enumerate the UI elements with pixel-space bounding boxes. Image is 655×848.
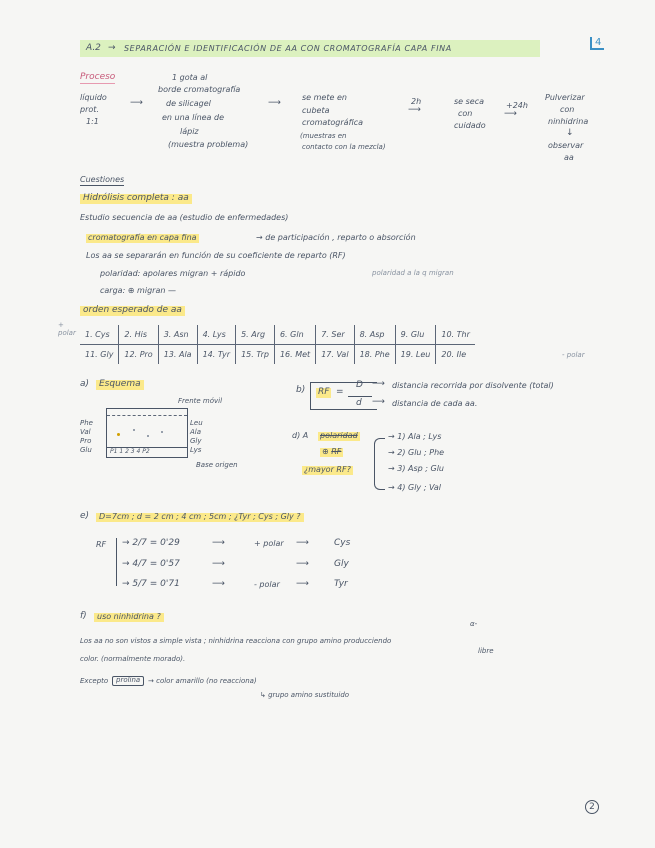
- arrow-icon: ⟶: [408, 105, 421, 115]
- page-title: SEPARACIÓN E IDENTIFICACIÓN DE AA CON CROMATOGRAFÍA CAPA FINA: [124, 44, 452, 53]
- right-label: Lys: [190, 446, 202, 454]
- f-line2: color. (normalmente morado).: [80, 655, 186, 663]
- step3-line1: se mete en: [302, 93, 347, 102]
- arrow-icon: ⟶: [212, 579, 225, 589]
- step3-line4: (muestras en: [300, 132, 347, 140]
- step2-line1: 1 gota al: [172, 73, 208, 82]
- base-label: Base origen: [196, 461, 238, 469]
- step5-line2: con: [560, 105, 575, 114]
- arrow-icon: ⟶: [296, 559, 309, 569]
- arrow-icon: →: [108, 43, 116, 53]
- e-polar-1: + polar: [254, 539, 284, 548]
- e-frac-text: 5/7 = 0'71: [132, 579, 180, 589]
- table-cell: 3. Asn: [158, 325, 197, 345]
- corner-mark: 4: [590, 37, 604, 50]
- e-label: e): [80, 511, 90, 521]
- polaridad-line: polaridad: apolares migran + rápido: [100, 269, 246, 278]
- spot: [161, 431, 163, 433]
- e-aa-2: Gly: [334, 559, 349, 569]
- arrow-label-2h: 2h: [411, 97, 422, 106]
- e-frac-3: → 5/7 = 0'71: [122, 579, 180, 589]
- e-frac-text: 4/7 = 0'57: [132, 559, 180, 569]
- cromatografia-rest: → de participación , reparto o absorción: [256, 233, 416, 242]
- a-label: a): [80, 379, 90, 389]
- d-item-2: → 2) Glu ; Phe: [388, 448, 445, 457]
- table-cell: 18. Phe: [354, 345, 395, 365]
- step3-line3: cromatográfica: [302, 118, 364, 127]
- step5-line1: Pulverizar: [545, 93, 585, 102]
- arrow-label-24h: +24h: [506, 101, 528, 110]
- d-item-text: 1) Ala ; Lys: [397, 432, 442, 441]
- step2-line4: en una línea de: [162, 113, 225, 122]
- f-line4: ↳ grupo amino sustituido: [260, 691, 350, 699]
- table-cell: 14. Tyr: [197, 345, 235, 365]
- step6-line2: aa: [564, 153, 574, 162]
- hidrolisis-line: Hidrólisis completa : aa: [80, 194, 192, 204]
- f-line3-pre: Excepto: [80, 677, 109, 685]
- step3-line2: cubeta: [302, 106, 330, 115]
- table-cell: 15. Trp: [236, 345, 275, 365]
- table-row: [80, 345, 475, 365]
- step2-line2: borde cromatografía: [158, 85, 241, 94]
- d-rf-text: RF: [331, 447, 342, 456]
- table-cell: 8. Asp: [354, 325, 395, 345]
- base-strip: [107, 447, 187, 457]
- e-polar-3: - polar: [254, 580, 280, 589]
- rf-denominator: d: [356, 398, 362, 408]
- e-aa-3: Tyr: [334, 579, 348, 589]
- step4-line2: con: [458, 109, 473, 118]
- d-item-3: → 3) Asp ; Glu: [388, 464, 444, 473]
- fraction-bar: [348, 396, 372, 397]
- step4-line1: se seca: [454, 97, 485, 106]
- orden-heading: orden esperado de aa: [80, 306, 185, 316]
- arrow-icon: ⟶: [372, 397, 385, 407]
- table-cell: 16. Met: [274, 345, 315, 365]
- table-cell: 19. Leu: [395, 345, 436, 365]
- estudio-line: Estudio secuencia de aa (estudio de enfermedades): [80, 213, 289, 222]
- left-label: Pro: [80, 437, 92, 445]
- table-cell: 17. Val: [316, 345, 354, 365]
- right-label: Gly: [190, 437, 202, 445]
- f-line3-post: → color amarillo (no reacciona): [148, 677, 257, 685]
- f-label: f): [80, 611, 87, 621]
- table-cell: 7. Ser: [316, 325, 354, 345]
- table-cell: 6. Gln: [274, 325, 315, 345]
- d-strike-polaridad: polaridad: [320, 431, 358, 440]
- aa-order-table: [80, 325, 475, 364]
- d-item-text: 4) Gly ; Val: [397, 483, 442, 492]
- arrow-icon: ⟶: [372, 379, 385, 389]
- arrow-icon: ⟶: [296, 579, 309, 589]
- table-cell: 4. Lys: [197, 325, 235, 345]
- frente-label: Frente móvil: [178, 397, 223, 405]
- b-label: b): [296, 385, 306, 395]
- d-item-1: → 1) Ala ; Lys: [388, 432, 442, 441]
- f-title: uso ninhidrina ?: [94, 613, 164, 622]
- spot: [117, 433, 120, 436]
- left-label: Phe: [80, 419, 93, 427]
- table-cell: 11. Gly: [80, 345, 119, 365]
- rf-numerator: D: [356, 380, 363, 390]
- separan-line: Los aa se separarán en función de su coeficiente de reparto (RF): [86, 251, 346, 260]
- step5-line3: ninhidrina: [548, 117, 589, 126]
- arrow-icon: ⟶: [212, 538, 225, 548]
- e-rf: RF: [96, 540, 107, 549]
- d-item-4: → 4) Gly ; Val: [388, 483, 442, 492]
- step1-line2: prot.: [80, 105, 99, 114]
- table-cell: 12. Pro: [119, 345, 158, 365]
- arrow-down-icon: ↓: [566, 128, 574, 138]
- table-cell: 9. Glu: [395, 325, 436, 345]
- table-cell: 5. Arg: [236, 325, 275, 345]
- def-D: distancia recorrida por disolvente (total): [392, 381, 554, 390]
- spot: [147, 435, 149, 437]
- f-prolina: prolina: [112, 676, 144, 686]
- step2-line5: lápiz: [180, 127, 199, 136]
- step4-line3: cuidado: [454, 121, 486, 130]
- base-strip-labels: P1 1 2 3 4 P2: [110, 448, 150, 455]
- arrow-icon: ⟶: [296, 538, 309, 548]
- carga-line: carga: ⊕ migran —: [100, 286, 176, 295]
- step2-line6: (muestra problema): [168, 140, 249, 149]
- step1-line3: 1:1: [86, 117, 99, 126]
- step3-line5: contacto con la mezcla): [302, 143, 386, 151]
- rf-equals: =: [336, 387, 344, 397]
- right-label: Ala: [190, 428, 202, 436]
- esquema-title: Esquema: [96, 380, 144, 390]
- table-cell: 13. Ala: [158, 345, 197, 365]
- right-label: Leu: [190, 419, 203, 427]
- plus-polar-label: + polar: [58, 321, 76, 337]
- spot: [133, 429, 135, 431]
- step1-line1: líquido: [80, 93, 107, 102]
- tlc-plate: [106, 408, 188, 458]
- arrow-icon: ⟶: [504, 109, 517, 119]
- d-item-text: 2) Glu ; Phe: [397, 448, 445, 457]
- section-number: A.2: [86, 43, 101, 53]
- left-label: Val: [80, 428, 91, 436]
- table-cell: 1. Cys: [80, 325, 119, 345]
- proceso-heading: Proceso: [80, 72, 116, 82]
- e-frac-1: → 2/7 = 0'29: [122, 538, 180, 548]
- cuestiones-heading: Cuestiones: [80, 175, 125, 184]
- d-bracket: [374, 438, 385, 490]
- minus-polar-label: - polar: [562, 351, 585, 359]
- cromatografia-highlight: cromatografía en capa fina: [88, 233, 197, 242]
- front-line: [107, 415, 187, 416]
- step2-line3: de silicagel: [166, 99, 211, 108]
- def-d: distancia de cada aa.: [392, 399, 478, 408]
- d-item-text: 3) Asp ; Glu: [397, 464, 444, 473]
- f-line1: Los aa no son vistos a simple vista ; ninhidrina reacciona con grupo amino producciendo: [80, 637, 392, 645]
- arrow-icon: ⟶: [130, 98, 143, 108]
- rf-symbol: RF: [318, 387, 330, 397]
- e-line: D=7cm ; d = 2 cm ; 4 cm ; 5cm ; ¿Tyr ; Cys ; Gly ?: [96, 513, 304, 522]
- table-cell: 10. Thr: [436, 325, 475, 345]
- table-cell: 2. His: [119, 325, 158, 345]
- arrow-icon: ⟶: [212, 559, 225, 569]
- e-aa-1: Cys: [334, 538, 351, 548]
- table-row: [80, 325, 475, 345]
- e-frac-2: → 4/7 = 0'57: [122, 559, 180, 569]
- f-libre: libre: [478, 647, 494, 655]
- d-question: ¿mayor RF?: [304, 465, 351, 474]
- d-label: d) A: [292, 431, 309, 440]
- arrow-icon: ⟶: [268, 98, 281, 108]
- d-strike-rf: ⊕ RF: [322, 447, 342, 456]
- polaridad-note: polaridad a la q migran: [372, 269, 454, 277]
- f-alpha: α-: [470, 620, 478, 628]
- step6-line1: observar: [548, 141, 584, 150]
- table-cell: 20. Ile: [441, 350, 467, 359]
- e-frac-text: 2/7 = 0'29: [132, 538, 180, 548]
- page-number: 2: [585, 800, 599, 814]
- left-label: Glu: [80, 446, 92, 454]
